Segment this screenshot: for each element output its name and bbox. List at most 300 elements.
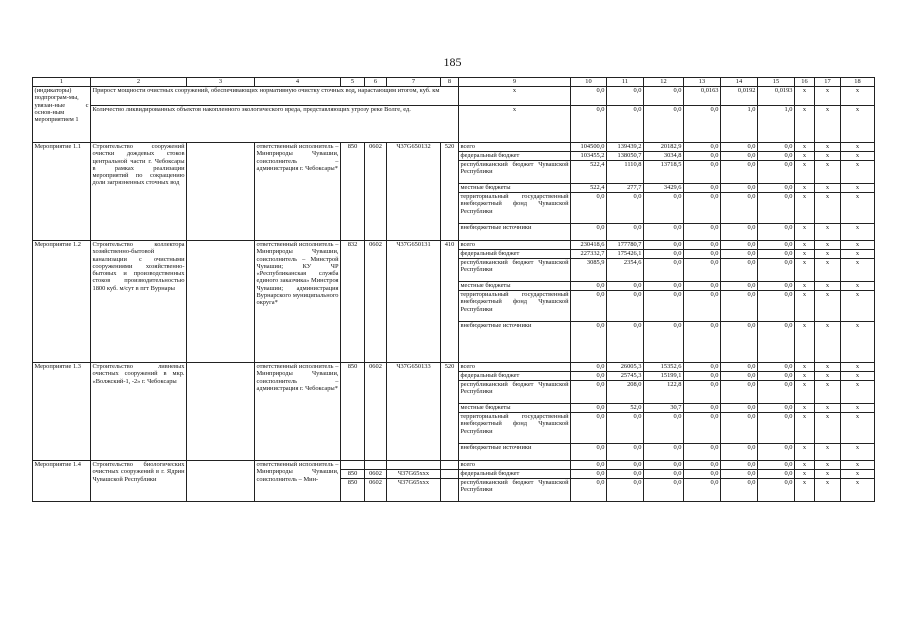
funding-value: 0,0	[721, 250, 758, 259]
funding-value: 0,0	[758, 193, 795, 224]
funding-value: 0,0	[721, 193, 758, 224]
funding-value: 0,0	[607, 322, 644, 363]
funding-value: x	[795, 161, 815, 184]
funding-value: x	[795, 322, 815, 363]
budget-code: 850	[341, 143, 365, 241]
funding-value: 0,0	[684, 224, 721, 241]
indicator-row	[33, 87, 875, 106]
indicator-text: Прирост мощности очистных сооружений, обеспечивающих нормативную очистку сточных вод, нарастающим итогом, куб. км	[91, 87, 459, 106]
funding-source: внебюджетные источники	[459, 224, 571, 241]
funding-source: внебюджетные источники	[459, 322, 571, 363]
funding-value: 230418,6	[571, 241, 607, 250]
funding-value: 0,0	[758, 363, 795, 372]
funding-value: x	[815, 193, 841, 224]
funding-value: 0,0	[571, 444, 607, 461]
funding-value: 0,0	[571, 479, 607, 502]
funding-value: 0,0	[684, 444, 721, 461]
funding-value: x	[841, 363, 875, 372]
funding-value: x	[795, 470, 815, 479]
budget-code: Ч37G65xxx	[387, 470, 441, 479]
indicator-value: x	[815, 106, 841, 143]
column-number: 6	[365, 78, 387, 87]
funding-value: x	[795, 143, 815, 152]
funding-value: 30,7	[644, 404, 684, 413]
funding-value: 0,0	[758, 184, 795, 193]
funding-value: x	[815, 372, 841, 381]
budget-code: Ч37G65xxx	[387, 479, 441, 502]
funding-value: x	[795, 444, 815, 461]
funding-source: республиканский бюджет Чувашской Республики	[459, 381, 571, 404]
funding-value: 0,0	[571, 291, 607, 322]
indicator-value: 0,0	[571, 87, 607, 106]
funding-value: 0,0	[684, 143, 721, 152]
indicator-value: 0,0192	[721, 87, 758, 106]
funding-value: 0,0	[644, 413, 684, 444]
measure-name: Строительство ливневых очистных сооружений в мкр. «Волжский-1, -2» г. Чебоксары	[91, 363, 187, 461]
funding-value: 0,0	[684, 184, 721, 193]
funding-value: 0,0	[607, 282, 644, 291]
column-number: 17	[815, 78, 841, 87]
measure-executor: ответственный исполнитель – Минприроды Чувашии, соисполнитель – администрация г. Чебоксары*	[255, 363, 341, 461]
funding-value: 0,0	[758, 322, 795, 363]
indicator-value: 0,0	[607, 87, 644, 106]
funding-value: 0,0	[758, 404, 795, 413]
indicator-value: x	[795, 87, 815, 106]
funding-value: 0,0	[607, 479, 644, 502]
funding-value: 0,0	[571, 381, 607, 404]
funding-value: 0,0	[607, 444, 644, 461]
funding-value: 3429,6	[644, 184, 684, 193]
funding-value: 0,0	[644, 322, 684, 363]
column-number: 9	[459, 78, 571, 87]
empty-cell	[187, 241, 255, 363]
funding-value: 0,0	[684, 372, 721, 381]
funding-value: 0,0	[684, 381, 721, 404]
funding-source: всего	[459, 241, 571, 250]
funding-source: республиканский бюджет Чувашской Республики	[459, 161, 571, 184]
funding-value: 3034,8	[644, 152, 684, 161]
funding-value: 0,0	[758, 152, 795, 161]
funding-value: 0,0	[758, 241, 795, 250]
funding-value: 0,0	[721, 291, 758, 322]
column-number: 14	[721, 78, 758, 87]
funding-value: 138050,7	[607, 152, 644, 161]
indicator-text: Количество ликвидированных объектов накопленного экологического вреда, представляющих угрозу реке Волге, ед.	[91, 106, 459, 143]
funding-value: 177780,7	[607, 241, 644, 250]
funding-value: 0,0	[721, 152, 758, 161]
funding-value: x	[841, 152, 875, 161]
column-number: 11	[607, 78, 644, 87]
funding-value: 13718,5	[644, 161, 684, 184]
budget-code	[441, 470, 459, 479]
measure-row	[33, 363, 875, 372]
funding-value: x	[815, 470, 841, 479]
funding-value: 0,0	[721, 479, 758, 502]
funding-value: 139439,2	[607, 143, 644, 152]
funding-value: x	[815, 259, 841, 282]
funding-value: x	[795, 479, 815, 502]
funding-value: 0,0	[644, 470, 684, 479]
budget-code	[387, 461, 441, 470]
column-number: 3	[187, 78, 255, 87]
funding-value: x	[815, 224, 841, 241]
funding-source: всего	[459, 143, 571, 152]
budget-code: 832	[341, 241, 365, 363]
funding-value: 0,0	[758, 413, 795, 444]
funding-value: 522,4	[571, 161, 607, 184]
funding-value: x	[815, 444, 841, 461]
funding-value: 0,0	[758, 161, 795, 184]
funding-value: 0,0	[684, 250, 721, 259]
empty-cell	[187, 363, 255, 461]
funding-source: федеральный бюджет	[459, 152, 571, 161]
funding-value: x	[795, 372, 815, 381]
funding-source: всего	[459, 461, 571, 470]
funding-source: местные бюджеты	[459, 184, 571, 193]
funding-value: 25745,3	[607, 372, 644, 381]
indicator-value: 0,0	[644, 106, 684, 143]
column-number: 13	[684, 78, 721, 87]
funding-value: 15199,1	[644, 372, 684, 381]
funding-value: 0,0	[721, 404, 758, 413]
measure-executor: ответственный исполнитель – Минприроды Чувашии, соисполнитель – Минстрой Чувашии; КУ ЧР «Республиканская служба единого заказчика» Минстроя Чувашии; администрация Вурнарского муниципального округа*	[255, 241, 341, 363]
funding-value: x	[841, 143, 875, 152]
measure-id: Мероприятие 1.3	[33, 363, 91, 461]
funding-value: x	[841, 241, 875, 250]
funding-value: x	[841, 404, 875, 413]
funding-value: x	[795, 413, 815, 444]
funding-source: территориальный государственный внебюджетный фонд Чувашской Республики	[459, 413, 571, 444]
funding-value: x	[841, 461, 875, 470]
measure-id: Мероприятие 1.2	[33, 241, 91, 363]
funding-source: федеральный бюджет	[459, 250, 571, 259]
funding-value: 0,0	[721, 381, 758, 404]
funding-value: 0,0	[684, 479, 721, 502]
funding-value: x	[795, 381, 815, 404]
measure-executor: ответственный исполнитель – Минприроды Чувашии, соисполнитель – администрация г. Чебоксары*	[255, 143, 341, 241]
measure-name: Строительство биологических очистных сооружений в г. Ядрин Чувашской Республики	[91, 461, 187, 502]
column-number: 15	[758, 78, 795, 87]
funding-value: 0,0	[644, 282, 684, 291]
column-number: 8	[441, 78, 459, 87]
funding-value: 0,0	[571, 404, 607, 413]
empty-cell	[187, 143, 255, 241]
funding-value: 0,0	[684, 291, 721, 322]
indicator-source: x	[459, 106, 571, 143]
funding-value: 0,0	[644, 193, 684, 224]
funding-value: 277,7	[607, 184, 644, 193]
funding-value: 0,0	[721, 161, 758, 184]
budget-code: Ч37G650133	[387, 363, 441, 461]
funding-value: 122,8	[644, 381, 684, 404]
funding-value: 0,0	[684, 161, 721, 184]
indicator-value: 0,0	[684, 106, 721, 143]
funding-source: территориальный государственный внебюджетный фонд Чувашской Республики	[459, 193, 571, 224]
funding-value: 0,0	[571, 470, 607, 479]
funding-value: x	[815, 291, 841, 322]
funding-value: 0,0	[571, 322, 607, 363]
funding-value: 0,0	[758, 470, 795, 479]
funding-value: 3085,9	[571, 259, 607, 282]
budget-code	[441, 461, 459, 470]
budget-code: 520	[441, 143, 459, 241]
funding-value: 0,0	[721, 461, 758, 470]
budget-code: Ч37G650132	[387, 143, 441, 241]
funding-source: федеральный бюджет	[459, 372, 571, 381]
funding-value: 0,0	[684, 404, 721, 413]
funding-value: 0,0	[644, 224, 684, 241]
funding-value: 0,0	[758, 143, 795, 152]
funding-source: территориальный государственный внебюджетный фонд Чувашской Республики	[459, 291, 571, 322]
indicator-value: x	[841, 106, 875, 143]
funding-value: 0,0	[758, 381, 795, 404]
budget-code	[441, 479, 459, 502]
column-number: 18	[841, 78, 875, 87]
funding-value: x	[841, 224, 875, 241]
indicator-source: x	[459, 87, 571, 106]
funding-value: x	[795, 363, 815, 372]
budget-code: Ч37G650131	[387, 241, 441, 363]
budget-code: 520	[441, 363, 459, 461]
funding-value: 2354,6	[607, 259, 644, 282]
funding-value: 522,4	[571, 184, 607, 193]
funding-value: x	[841, 291, 875, 322]
funding-value: x	[795, 184, 815, 193]
funding-value: 0,0	[571, 413, 607, 444]
funding-value: x	[841, 372, 875, 381]
funding-value: 26005,3	[607, 363, 644, 372]
funding-value: x	[795, 291, 815, 322]
funding-value: x	[795, 193, 815, 224]
funding-value: 175426,1	[607, 250, 644, 259]
funding-value: 0,0	[721, 444, 758, 461]
funding-value: 0,0	[758, 259, 795, 282]
funding-value: 1110,8	[607, 161, 644, 184]
funding-value: 0,0	[684, 152, 721, 161]
funding-source: республиканский бюджет Чувашской Республики	[459, 259, 571, 282]
measure-row	[33, 461, 875, 470]
funding-value: 20182,9	[644, 143, 684, 152]
column-number: 4	[255, 78, 341, 87]
funding-value: 0,0	[607, 291, 644, 322]
funding-value: 0,0	[758, 291, 795, 322]
funding-value: x	[795, 282, 815, 291]
budget-code: 850	[341, 470, 365, 479]
measure-row	[33, 143, 875, 152]
funding-value: x	[841, 250, 875, 259]
funding-value: x	[841, 444, 875, 461]
funding-value: 0,0	[684, 363, 721, 372]
column-number-row	[33, 78, 875, 87]
measure-row	[33, 241, 875, 250]
funding-value: 0,0	[758, 282, 795, 291]
funding-value: 0,0	[684, 259, 721, 282]
column-number: 7	[387, 78, 441, 87]
funding-value: x	[841, 184, 875, 193]
funding-value: 0,0	[758, 461, 795, 470]
funding-value: x	[795, 461, 815, 470]
indicator-value: x	[795, 106, 815, 143]
column-number: 16	[795, 78, 815, 87]
funding-value: 0,0	[721, 282, 758, 291]
indicator-value: x	[841, 87, 875, 106]
funding-value: 0,0	[644, 461, 684, 470]
budget-code: 0602	[365, 363, 387, 461]
budget-code	[341, 461, 365, 470]
column-number: 1	[33, 78, 91, 87]
funding-value: 0,0	[684, 282, 721, 291]
funding-value: x	[815, 322, 841, 363]
funding-value: 52,0	[607, 404, 644, 413]
funding-value: 0,0	[758, 479, 795, 502]
indicator-value: 0,0	[644, 87, 684, 106]
funding-value: 0,0	[721, 413, 758, 444]
indicator-value: 0,0163	[684, 87, 721, 106]
funding-value: 0,0	[644, 241, 684, 250]
funding-value: 0,0	[644, 250, 684, 259]
measure-id: Мероприятие 1.4	[33, 461, 91, 502]
funding-value: 0,0	[684, 413, 721, 444]
funding-value: 0,0	[571, 372, 607, 381]
funding-value: x	[815, 479, 841, 502]
funding-value: x	[815, 363, 841, 372]
funding-value: x	[815, 184, 841, 193]
funding-value: x	[841, 193, 875, 224]
budget-code: 850	[341, 363, 365, 461]
funding-value: 0,0	[644, 479, 684, 502]
funding-value: x	[795, 152, 815, 161]
column-number: 5	[341, 78, 365, 87]
funding-value: 104500,0	[571, 143, 607, 152]
funding-value: 0,0	[721, 322, 758, 363]
funding-value: 0,0	[571, 193, 607, 224]
indicator-value: 0,0	[607, 106, 644, 143]
funding-value: 0,0	[571, 224, 607, 241]
indicator-value: 1,0	[721, 106, 758, 143]
funding-source: всего	[459, 363, 571, 372]
table-body	[33, 78, 875, 502]
funding-value: 0,0	[758, 250, 795, 259]
budget-code: 0602	[365, 470, 387, 479]
column-number: 12	[644, 78, 684, 87]
indicator-row	[33, 106, 875, 143]
column-number: 10	[571, 78, 607, 87]
funding-value: 0,0	[684, 470, 721, 479]
funding-value: x	[815, 241, 841, 250]
budget-code: 0602	[365, 479, 387, 502]
funding-value: 0,0	[684, 461, 721, 470]
funding-value: 0,0	[684, 322, 721, 363]
funding-value: 0,0	[684, 193, 721, 224]
funding-value: x	[815, 381, 841, 404]
funding-value: 15352,6	[644, 363, 684, 372]
funding-value: 0,0	[758, 444, 795, 461]
funding-value: x	[815, 413, 841, 444]
funding-value: x	[841, 282, 875, 291]
funding-value: x	[841, 322, 875, 363]
funding-value: x	[841, 479, 875, 502]
funding-value: 0,0	[721, 470, 758, 479]
funding-value: 0,0	[721, 184, 758, 193]
funding-value: 227332,7	[571, 250, 607, 259]
funding-value: x	[815, 161, 841, 184]
funding-source: местные бюджеты	[459, 404, 571, 413]
funding-value: 0,0	[721, 143, 758, 152]
funding-value: 0,0	[571, 461, 607, 470]
funding-value: 0,0	[607, 461, 644, 470]
budget-code: 0602	[365, 241, 387, 363]
funding-value: x	[841, 259, 875, 282]
budget-table	[32, 77, 875, 502]
funding-value: 0,0	[721, 224, 758, 241]
indicator-label: (индикаторы) подпрограм-мы, увязан-ные с основ-ным мероприятием 1	[33, 87, 91, 143]
indicator-value: 1,0	[758, 106, 795, 143]
measure-name: Строительство сооружений очистки дождевых стоков центральной части г. Чебоксары в рамках реализации мероприятий по сокращению доли загрязненных сточных вод	[91, 143, 187, 241]
funding-value: x	[815, 461, 841, 470]
funding-value: x	[815, 250, 841, 259]
funding-value: x	[795, 241, 815, 250]
budget-code: 0602	[365, 143, 387, 241]
measure-name: Строительство коллектора хозяйственно-бытовой канализации с очистными сооружениями хозяйственно-бытовых и производственных стоков производительностью 1800 куб. м/сут в пгт Вурнары	[91, 241, 187, 363]
funding-value: 0,0	[607, 413, 644, 444]
column-number: 2	[91, 78, 187, 87]
funding-value: 0,0	[721, 259, 758, 282]
funding-source: местные бюджеты	[459, 282, 571, 291]
funding-value: x	[795, 224, 815, 241]
funding-source: внебюджетные источники	[459, 444, 571, 461]
funding-source: федеральный бюджет	[459, 470, 571, 479]
funding-value: 0,0	[721, 372, 758, 381]
funding-value: 0,0	[644, 291, 684, 322]
budget-code	[365, 461, 387, 470]
funding-value: x	[841, 470, 875, 479]
funding-value: 0,0	[644, 259, 684, 282]
measure-executor: ответственный исполнитель – Минприроды Чувашии, соисполнитель – Мин-	[255, 461, 341, 502]
funding-source: республиканский бюджет Чувашской Республики	[459, 479, 571, 502]
page-number: 185	[443, 55, 462, 69]
funding-value: 0,0	[607, 193, 644, 224]
funding-value: 0,0	[571, 363, 607, 372]
funding-value: 0,0	[644, 444, 684, 461]
funding-value: x	[841, 161, 875, 184]
funding-value: 0,0	[684, 241, 721, 250]
empty-cell	[187, 461, 255, 502]
funding-value: 0,0	[607, 224, 644, 241]
funding-value: x	[815, 152, 841, 161]
funding-value: x	[815, 282, 841, 291]
funding-value: 0,0	[758, 224, 795, 241]
funding-value: 0,0	[721, 241, 758, 250]
funding-value: 0,0	[571, 282, 607, 291]
funding-value: x	[815, 404, 841, 413]
funding-value: 0,0	[758, 372, 795, 381]
funding-value: 0,0	[721, 363, 758, 372]
funding-value: 208,0	[607, 381, 644, 404]
budget-code: 850	[341, 479, 365, 502]
measure-id: Мероприятие 1.1	[33, 143, 91, 241]
funding-value: x	[795, 259, 815, 282]
funding-value: x	[795, 404, 815, 413]
budget-code: 410	[441, 241, 459, 363]
indicator-value: 0,0	[571, 106, 607, 143]
funding-value: x	[795, 250, 815, 259]
funding-value: 0,0	[607, 470, 644, 479]
funding-value: x	[841, 413, 875, 444]
funding-value: x	[841, 381, 875, 404]
indicator-value: 0,0193	[758, 87, 795, 106]
funding-value: x	[815, 143, 841, 152]
indicator-value: x	[815, 87, 841, 106]
